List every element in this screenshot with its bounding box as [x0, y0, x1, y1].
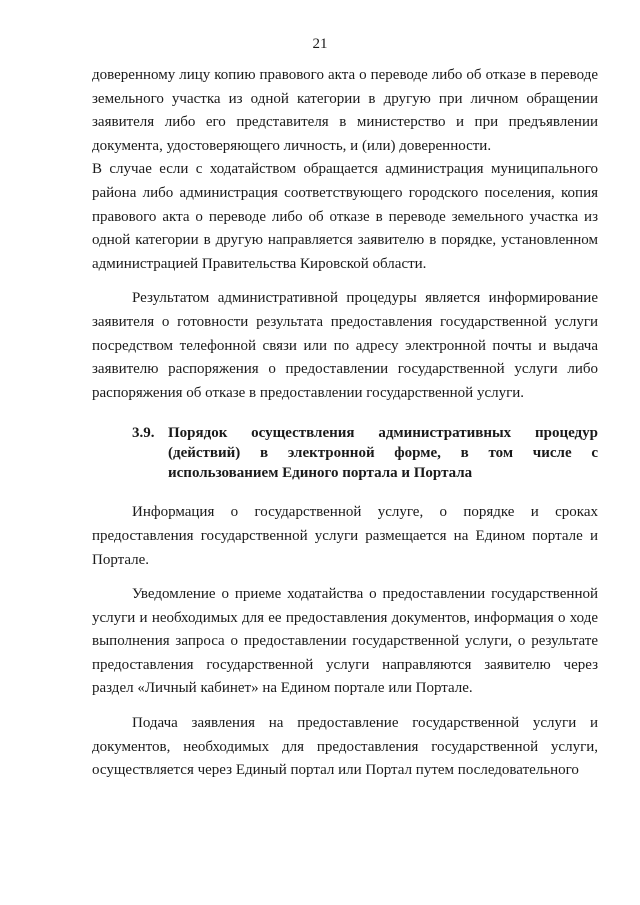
paragraph: Подача заявления на предоставление государственной услуги и документов, необходимых для предоставления государственной услуги, осуществляется через Единый портал или Портал путем последовательного — [92, 715, 598, 779]
paragraph: В случае если с ходатайством обращается администрация муниципального района либо администрация соответствующего городского поселения, копия правового акта о переводе либо об отказе в переводе земельного участка из одной категории в другую направляется заявителю в порядке, установленном администрацией Правительства Кировской области. — [92, 161, 598, 272]
section-heading — [132, 423, 598, 483]
section-number: 3.9. — [132, 425, 155, 442]
page-number: 21 — [312, 36, 328, 52]
paragraph: Информация о государственной услуге, о порядке и сроках предоставления государственной услуги размещается на Едином портале и Портале. — [92, 504, 598, 568]
paragraph-continuation: доверенному лицу копию правового акта о переводе либо об отказе в переводе земельного участка из одной категории в другую при личном обращении заявителя либо его представителя в министерство и при предъявлении документа, удостоверяющего личность, и (или) доверенности. — [92, 67, 598, 154]
section-title: Порядок осуществления административных процедур (действий) в электронной форме, в том числе с использованием Единого портала и Портала — [168, 425, 598, 482]
paragraph-gap — [92, 276, 598, 287]
paragraph-gap — [92, 701, 598, 712]
paragraph: Результатом административной процедуры является информирование заявителя о готовности результата предоставления государственной услуги посредством телефонной связи или по адресу электронной почты и выдача заявителю распоряжения о предоставлении государственной услуги либо распоряжения об отказе в предоставлении государственной услуги. — [92, 290, 598, 401]
paragraph: Уведомление о приеме ходатайства о предоставлении государственной услуги и необходимых для ее предоставления документов, информация о ходе выполнения запроса о предоставлении государственной услуги, о результате предоставления государственной услуги направляются заявителю через раздел «Личный кабинет» на Едином портале или Портале. — [92, 586, 598, 697]
paragraph-gap — [92, 572, 598, 583]
document-body — [92, 64, 598, 783]
